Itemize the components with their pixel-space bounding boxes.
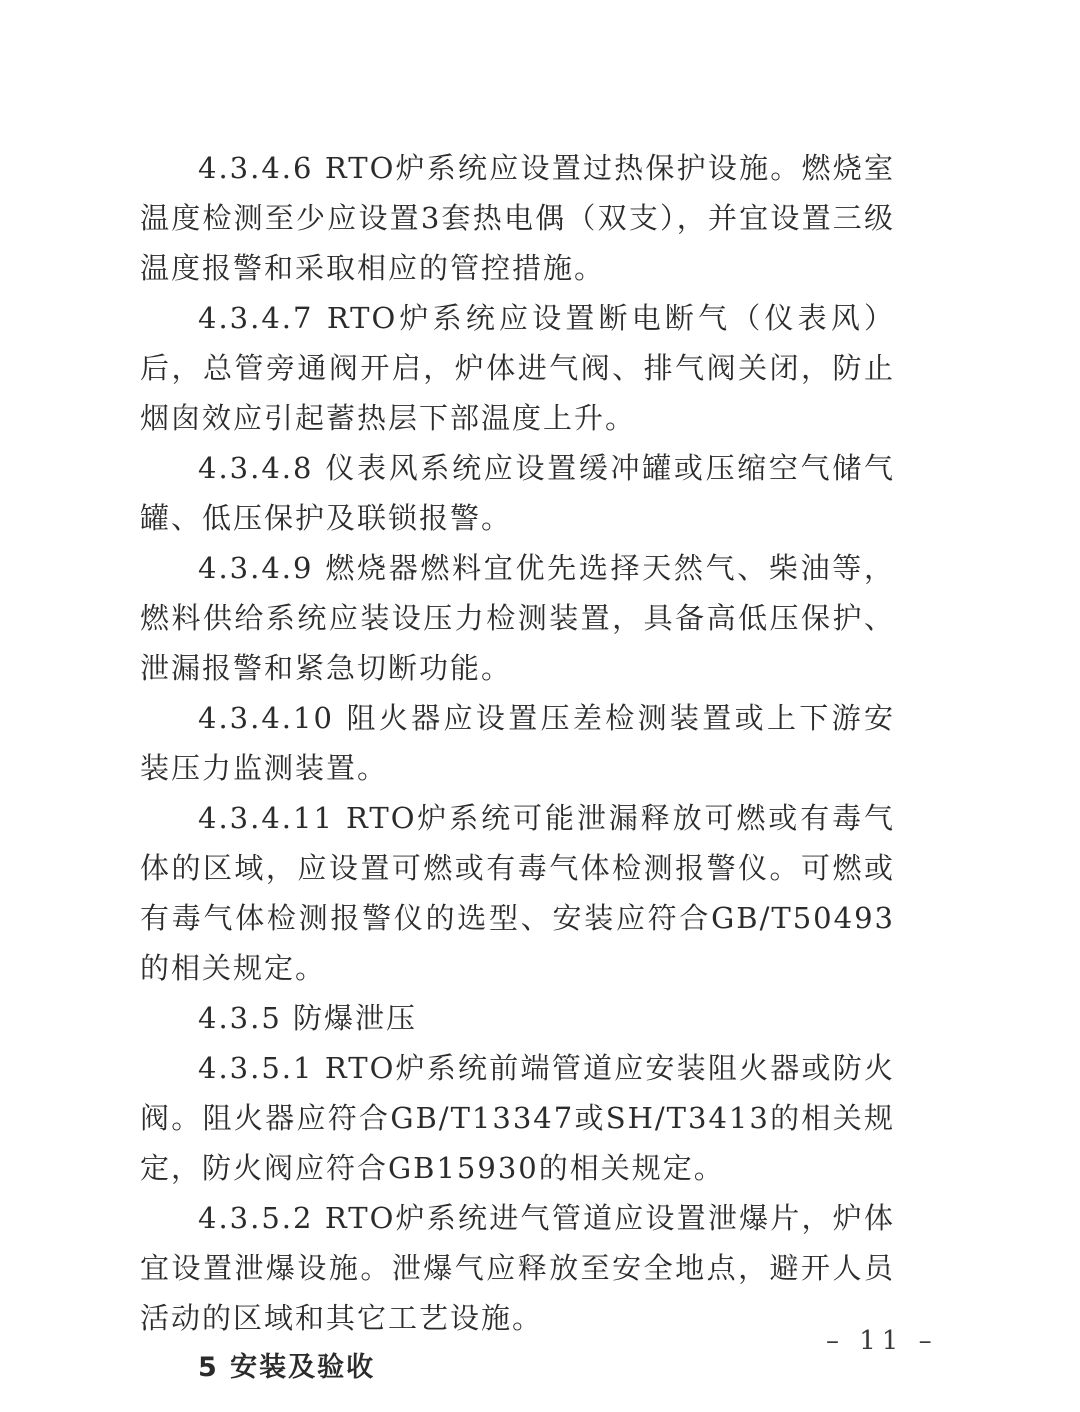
document-body: [140, 143, 895, 1393]
page-number: – 11 –: [826, 1326, 938, 1356]
section-heading-4-3-5: 4.3.5 防爆泄压: [198, 1001, 418, 1035]
chapter-heading-5: 5 安装及验收: [198, 1352, 376, 1383]
paragraph-4-3-5-1: 4.3.5.1 RTO炉系统前端管道应安装阻火器或防火阀。阻火器应符合GB/T13347或SH/T3413的相关规定，防火阀应符合GB15930的相关规定。: [140, 1051, 895, 1185]
paragraph-4-3-5-2: 4.3.5.2 RTO炉系统进气管道应设置泄爆片，炉体宜设置泄爆设施。泄爆气应释放至安全地点，避开人员活动的区域和其它工艺设施。: [140, 1201, 895, 1335]
paragraph-4-3-4-9: 4.3.4.9 燃烧器燃料宜优先选择天然气、柴油等，燃料供给系统应装设压力检测装置，具备高低压保护、泄漏报警和紧急切断功能。: [140, 551, 895, 685]
paragraph-4-3-4-7: 4.3.4.7 RTO炉系统应设置断电断气（仪表风）后，总管旁通阀开启，炉体进气阀、排气阀关闭，防止烟囱效应引起蓄热层下部温度上升。: [140, 301, 895, 435]
paragraph-4-3-4-6: 4.3.4.6 RTO炉系统应设置过热保护设施。燃烧室温度检测至少应设置3套热电偶（双支），并宜设置三级温度报警和采取相应的管控措施。: [140, 151, 895, 285]
paragraph-4-3-4-11: 4.3.4.11 RTO炉系统可能泄漏释放可燃或有毒气体的区域，应设置可燃或有毒气体检测报警仪。可燃或有毒气体检测报警仪的选型、安装应符合GB/T50493的相关规定。: [140, 801, 895, 985]
paragraph-4-3-4-8: 4.3.4.8 仪表风系统应设置缓冲罐或压缩空气储气罐、低压保护及联锁报警。: [140, 451, 895, 535]
paragraph-4-3-4-10: 4.3.4.10 阻火器应设置压差检测装置或上下游安装压力监测装置。: [140, 701, 895, 785]
